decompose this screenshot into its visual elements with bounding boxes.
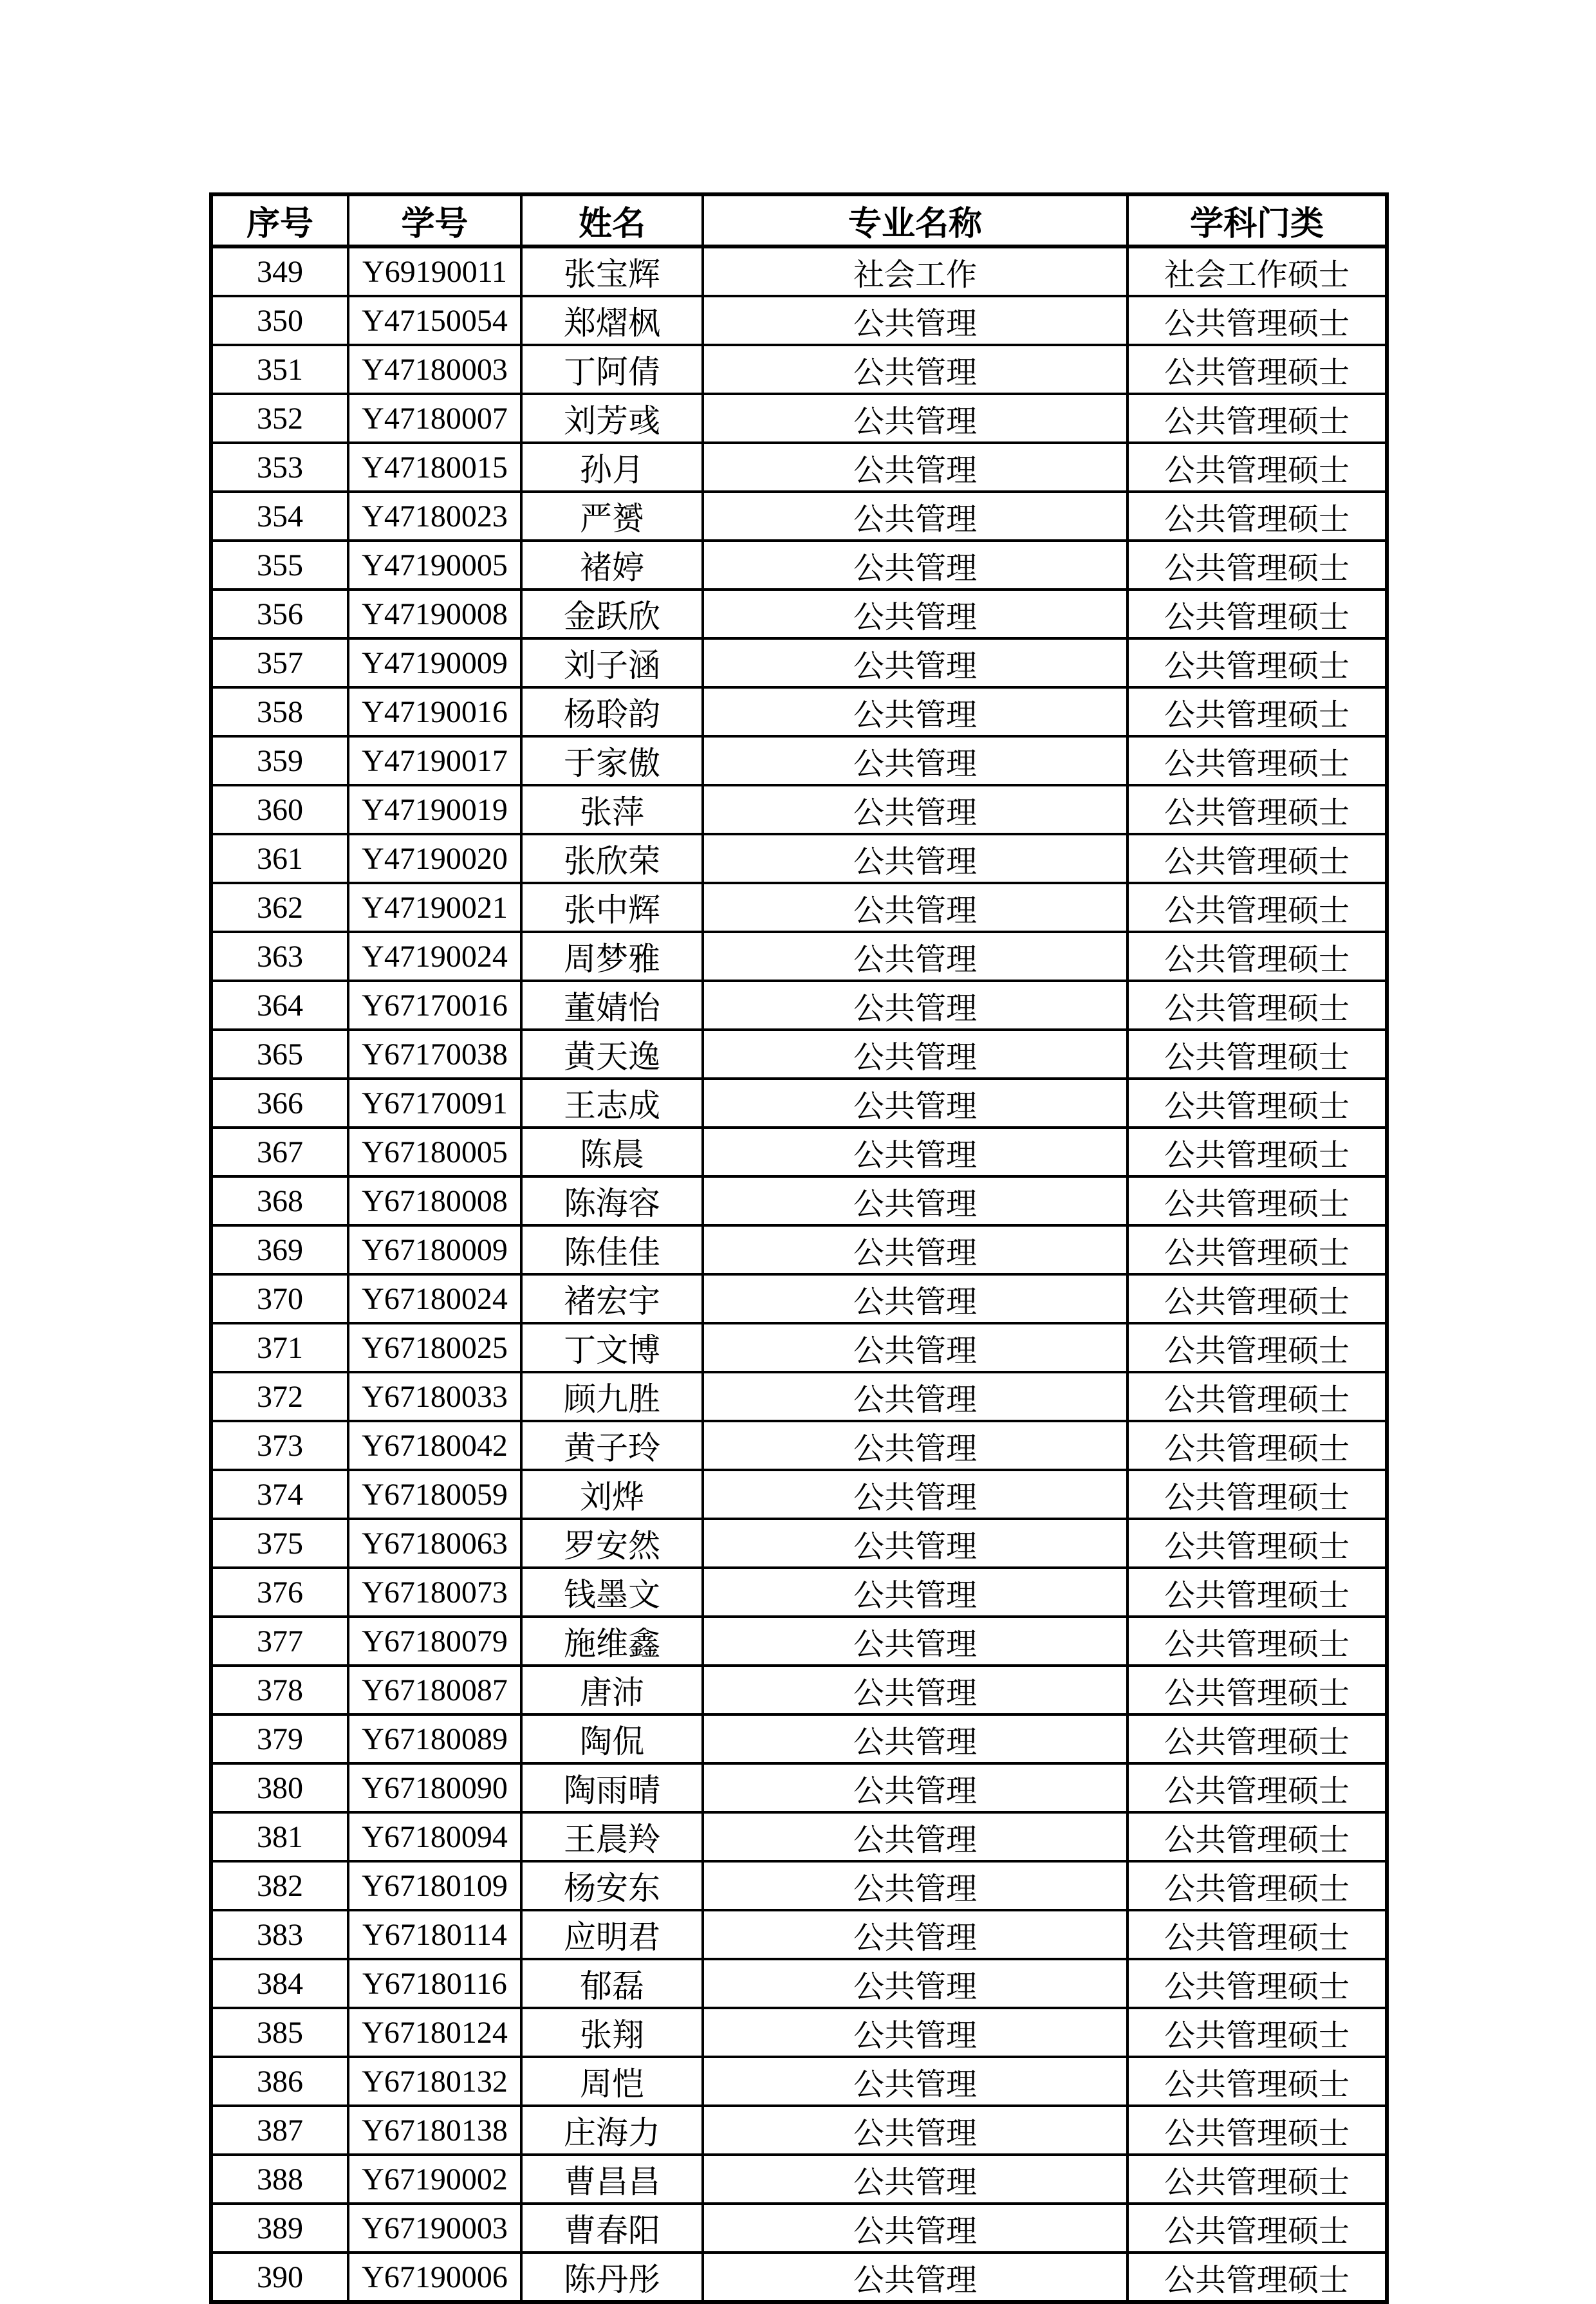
cell-discipline-category: 公共管理硕士 [1127, 1519, 1387, 1568]
cell-serial-number: 368 [211, 1176, 348, 1225]
cell-serial-number: 374 [211, 1470, 348, 1519]
cell-name: 陶侃 [521, 1714, 703, 1763]
cell-major: 公共管理 [703, 1568, 1127, 1617]
cell-student-id: Y47180015 [348, 443, 521, 492]
table-row [211, 394, 1387, 443]
cell-discipline-category: 公共管理硕士 [1127, 2155, 1387, 2204]
cell-serial-number: 361 [211, 834, 348, 883]
cell-major: 公共管理 [703, 1274, 1127, 1323]
cell-major: 公共管理 [703, 1617, 1127, 1666]
cell-student-id: Y67190006 [348, 2253, 521, 2302]
cell-student-id: Y67180025 [348, 1323, 521, 1372]
cell-serial-number: 390 [211, 2253, 348, 2302]
cell-name: 陈丹彤 [521, 2253, 703, 2302]
cell-major: 公共管理 [703, 1225, 1127, 1274]
cell-serial-number: 381 [211, 1812, 348, 1861]
cell-student-id: Y67180009 [348, 1225, 521, 1274]
cell-major: 公共管理 [703, 1323, 1127, 1372]
cell-serial-number: 352 [211, 394, 348, 443]
table-row [211, 1176, 1387, 1225]
table-row [211, 296, 1387, 345]
cell-major: 公共管理 [703, 1861, 1127, 1910]
header-row [211, 194, 1387, 246]
cell-serial-number: 386 [211, 2057, 348, 2106]
cell-discipline-category: 公共管理硕士 [1127, 1812, 1387, 1861]
cell-name: 陶雨晴 [521, 1763, 703, 1812]
table-row [211, 834, 1387, 883]
cell-major: 公共管理 [703, 1421, 1127, 1470]
cell-discipline-category: 公共管理硕士 [1127, 834, 1387, 883]
cell-student-id: Y47180023 [348, 492, 521, 541]
cell-name: 张萍 [521, 785, 703, 834]
cell-discipline-category: 公共管理硕士 [1127, 736, 1387, 785]
cell-major: 公共管理 [703, 590, 1127, 638]
cell-discipline-category: 公共管理硕士 [1127, 932, 1387, 981]
cell-name: 金跃欣 [521, 590, 703, 638]
cell-student-id: Y47190005 [348, 541, 521, 590]
cell-major: 公共管理 [703, 492, 1127, 541]
table-row [211, 981, 1387, 1030]
cell-name: 施维鑫 [521, 1617, 703, 1666]
cell-serial-number: 364 [211, 981, 348, 1030]
table-row [211, 2253, 1387, 2302]
cell-name: 唐沛 [521, 1666, 703, 1714]
table-row [211, 2204, 1387, 2253]
cell-major: 公共管理 [703, 2057, 1127, 2106]
cell-name: 褚婷 [521, 541, 703, 590]
table-row [211, 1128, 1387, 1176]
cell-serial-number: 355 [211, 541, 348, 590]
cell-student-id: Y67190003 [348, 2204, 521, 2253]
table-row [211, 1959, 1387, 2008]
cell-name: 曹昌昌 [521, 2155, 703, 2204]
cell-serial-number: 359 [211, 736, 348, 785]
cell-discipline-category: 公共管理硕士 [1127, 981, 1387, 1030]
cell-student-id: Y67180073 [348, 1568, 521, 1617]
cell-student-id: Y67190002 [348, 2155, 521, 2204]
cell-major: 公共管理 [703, 2155, 1127, 2204]
cell-name: 陈佳佳 [521, 1225, 703, 1274]
cell-name: 郑熠枫 [521, 296, 703, 345]
cell-student-id: Y67180063 [348, 1519, 521, 1568]
cell-discipline-category: 公共管理硕士 [1127, 1763, 1387, 1812]
cell-student-id: Y67180132 [348, 2057, 521, 2106]
cell-major: 公共管理 [703, 443, 1127, 492]
cell-discipline-category: 公共管理硕士 [1127, 296, 1387, 345]
cell-major: 公共管理 [703, 2204, 1127, 2253]
table-row [211, 590, 1387, 638]
student-roster-table [209, 192, 1389, 2304]
cell-student-id: Y47190021 [348, 883, 521, 932]
table-row [211, 2155, 1387, 2204]
cell-serial-number: 384 [211, 1959, 348, 2008]
cell-major: 公共管理 [703, 1079, 1127, 1128]
cell-discipline-category: 公共管理硕士 [1127, 2106, 1387, 2155]
cell-major: 公共管理 [703, 1959, 1127, 2008]
cell-discipline-category: 公共管理硕士 [1127, 2204, 1387, 2253]
cell-serial-number: 385 [211, 2008, 348, 2057]
cell-student-id: Y67180008 [348, 1176, 521, 1225]
table-row [211, 785, 1387, 834]
cell-student-id: Y67180033 [348, 1372, 521, 1421]
cell-student-id: Y67170038 [348, 1030, 521, 1079]
cell-student-id: Y47190016 [348, 687, 521, 736]
cell-serial-number: 369 [211, 1225, 348, 1274]
cell-discipline-category: 公共管理硕士 [1127, 785, 1387, 834]
cell-discipline-category: 公共管理硕士 [1127, 345, 1387, 394]
cell-major: 公共管理 [703, 883, 1127, 932]
table-row [211, 2057, 1387, 2106]
cell-discipline-category: 公共管理硕士 [1127, 1030, 1387, 1079]
cell-serial-number: 367 [211, 1128, 348, 1176]
cell-major: 公共管理 [703, 1763, 1127, 1812]
cell-name: 张欣荣 [521, 834, 703, 883]
cell-serial-number: 377 [211, 1617, 348, 1666]
table-row [211, 1861, 1387, 1910]
cell-serial-number: 351 [211, 345, 348, 394]
cell-student-id: Y67180116 [348, 1959, 521, 2008]
table-row [211, 492, 1387, 541]
cell-discipline-category: 公共管理硕士 [1127, 1128, 1387, 1176]
cell-discipline-category: 公共管理硕士 [1127, 1372, 1387, 1421]
cell-major: 公共管理 [703, 2253, 1127, 2302]
cell-name: 杨安东 [521, 1861, 703, 1910]
cell-serial-number: 357 [211, 638, 348, 687]
cell-student-id: Y47190017 [348, 736, 521, 785]
cell-student-id: Y47190009 [348, 638, 521, 687]
cell-discipline-category: 社会工作硕士 [1127, 246, 1387, 296]
cell-name: 郁磊 [521, 1959, 703, 2008]
cell-discipline-category: 公共管理硕士 [1127, 2008, 1387, 2057]
table-row [211, 1812, 1387, 1861]
table-row [211, 1323, 1387, 1372]
cell-name: 黄子玲 [521, 1421, 703, 1470]
cell-name: 严赟 [521, 492, 703, 541]
cell-major: 公共管理 [703, 1470, 1127, 1519]
cell-major: 公共管理 [703, 1714, 1127, 1763]
cell-discipline-category: 公共管理硕士 [1127, 1421, 1387, 1470]
cell-discipline-category: 公共管理硕士 [1127, 1666, 1387, 1714]
cell-student-id: Y47180007 [348, 394, 521, 443]
cell-major: 公共管理 [703, 687, 1127, 736]
cell-serial-number: 365 [211, 1030, 348, 1079]
cell-major: 公共管理 [703, 2008, 1127, 2057]
cell-major: 公共管理 [703, 1030, 1127, 1079]
cell-name: 董婧怡 [521, 981, 703, 1030]
table-row [211, 1519, 1387, 1568]
cell-student-id: Y67170091 [348, 1079, 521, 1128]
cell-name: 顾九胜 [521, 1372, 703, 1421]
table-row [211, 2106, 1387, 2155]
cell-discipline-category: 公共管理硕士 [1127, 1617, 1387, 1666]
cell-discipline-category: 公共管理硕士 [1127, 1910, 1387, 1959]
cell-major: 公共管理 [703, 834, 1127, 883]
cell-name: 刘芳彧 [521, 394, 703, 443]
cell-discipline-category: 公共管理硕士 [1127, 638, 1387, 687]
cell-student-id: Y67180079 [348, 1617, 521, 1666]
cell-major: 社会工作 [703, 246, 1127, 296]
cell-name: 褚宏宇 [521, 1274, 703, 1323]
cell-serial-number: 360 [211, 785, 348, 834]
cell-name: 杨聆韵 [521, 687, 703, 736]
cell-discipline-category: 公共管理硕士 [1127, 2253, 1387, 2302]
cell-serial-number: 362 [211, 883, 348, 932]
cell-serial-number: 349 [211, 246, 348, 296]
cell-discipline-category: 公共管理硕士 [1127, 1079, 1387, 1128]
cell-name: 钱墨文 [521, 1568, 703, 1617]
cell-major: 公共管理 [703, 541, 1127, 590]
table-row [211, 1910, 1387, 1959]
cell-discipline-category: 公共管理硕士 [1127, 2057, 1387, 2106]
cell-serial-number: 383 [211, 1910, 348, 1959]
table-row [211, 932, 1387, 981]
cell-major: 公共管理 [703, 2106, 1127, 2155]
cell-serial-number: 354 [211, 492, 348, 541]
cell-student-id: Y47190020 [348, 834, 521, 883]
table-row [211, 883, 1387, 932]
cell-major: 公共管理 [703, 296, 1127, 345]
cell-major: 公共管理 [703, 1812, 1127, 1861]
cell-name: 丁阿倩 [521, 345, 703, 394]
cell-student-id: Y67180024 [348, 1274, 521, 1323]
cell-name: 张中辉 [521, 883, 703, 932]
cell-name: 王晨羚 [521, 1812, 703, 1861]
cell-student-id: Y47190024 [348, 932, 521, 981]
cell-major: 公共管理 [703, 981, 1127, 1030]
table-row [211, 1470, 1387, 1519]
table-row [211, 1421, 1387, 1470]
table-row [211, 687, 1387, 736]
header-student-id: 学号 [348, 194, 521, 246]
cell-serial-number: 358 [211, 687, 348, 736]
cell-student-id: Y67180090 [348, 1763, 521, 1812]
table-row [211, 1666, 1387, 1714]
cell-name: 丁文博 [521, 1323, 703, 1372]
header-serial-number: 序号 [211, 194, 348, 246]
table-row [211, 1714, 1387, 1763]
table-row [211, 443, 1387, 492]
cell-discipline-category: 公共管理硕士 [1127, 1274, 1387, 1323]
cell-discipline-category: 公共管理硕士 [1127, 883, 1387, 932]
cell-student-id: Y67180124 [348, 2008, 521, 2057]
cell-major: 公共管理 [703, 785, 1127, 834]
table-row [211, 1274, 1387, 1323]
cell-name: 罗安然 [521, 1519, 703, 1568]
cell-student-id: Y67180005 [348, 1128, 521, 1176]
cell-serial-number: 373 [211, 1421, 348, 1470]
cell-discipline-category: 公共管理硕士 [1127, 541, 1387, 590]
cell-discipline-category: 公共管理硕士 [1127, 1470, 1387, 1519]
cell-name: 陈晨 [521, 1128, 703, 1176]
cell-serial-number: 382 [211, 1861, 348, 1910]
cell-discipline-category: 公共管理硕士 [1127, 1176, 1387, 1225]
cell-student-id: Y67170016 [348, 981, 521, 1030]
cell-discipline-category: 公共管理硕士 [1127, 1225, 1387, 1274]
header-major: 专业名称 [703, 194, 1127, 246]
cell-serial-number: 353 [211, 443, 348, 492]
cell-serial-number: 376 [211, 1568, 348, 1617]
table-row [211, 1568, 1387, 1617]
cell-student-id: Y67180094 [348, 1812, 521, 1861]
cell-student-id: Y47190019 [348, 785, 521, 834]
cell-discipline-category: 公共管理硕士 [1127, 492, 1387, 541]
table-row [211, 1763, 1387, 1812]
cell-name: 王志成 [521, 1079, 703, 1128]
cell-discipline-category: 公共管理硕士 [1127, 443, 1387, 492]
table-row [211, 246, 1387, 296]
cell-student-id: Y67180089 [348, 1714, 521, 1763]
cell-discipline-category: 公共管理硕士 [1127, 1714, 1387, 1763]
table-row [211, 1079, 1387, 1128]
cell-major: 公共管理 [703, 345, 1127, 394]
cell-student-id: Y67180059 [348, 1470, 521, 1519]
header-name: 姓名 [521, 194, 703, 246]
cell-major: 公共管理 [703, 736, 1127, 785]
cell-serial-number: 366 [211, 1079, 348, 1128]
header-discipline-category: 学科门类 [1127, 194, 1387, 246]
cell-serial-number: 363 [211, 932, 348, 981]
table-row [211, 638, 1387, 687]
cell-serial-number: 350 [211, 296, 348, 345]
cell-serial-number: 372 [211, 1372, 348, 1421]
cell-name: 陈海容 [521, 1176, 703, 1225]
cell-serial-number: 356 [211, 590, 348, 638]
table-row [211, 1030, 1387, 1079]
cell-serial-number: 378 [211, 1666, 348, 1714]
cell-name: 应明君 [521, 1910, 703, 1959]
cell-name: 庄海力 [521, 2106, 703, 2155]
table-row [211, 345, 1387, 394]
cell-student-id: Y67180138 [348, 2106, 521, 2155]
cell-student-id: Y47150054 [348, 296, 521, 345]
cell-name: 张宝辉 [521, 246, 703, 296]
cell-discipline-category: 公共管理硕士 [1127, 1568, 1387, 1617]
cell-major: 公共管理 [703, 1666, 1127, 1714]
cell-name: 刘烨 [521, 1470, 703, 1519]
cell-name: 于家傲 [521, 736, 703, 785]
cell-discipline-category: 公共管理硕士 [1127, 394, 1387, 443]
cell-name: 黄天逸 [521, 1030, 703, 1079]
cell-student-id: Y67180114 [348, 1910, 521, 1959]
cell-major: 公共管理 [703, 1910, 1127, 1959]
cell-student-id: Y67180087 [348, 1666, 521, 1714]
cell-major: 公共管理 [703, 1519, 1127, 1568]
cell-serial-number: 375 [211, 1519, 348, 1568]
cell-discipline-category: 公共管理硕士 [1127, 1323, 1387, 1372]
table-row [211, 1225, 1387, 1274]
cell-serial-number: 388 [211, 2155, 348, 2204]
cell-serial-number: 380 [211, 1763, 348, 1812]
cell-student-id: Y47190008 [348, 590, 521, 638]
cell-serial-number: 370 [211, 1274, 348, 1323]
table-row [211, 541, 1387, 590]
cell-serial-number: 371 [211, 1323, 348, 1372]
cell-name: 曹春阳 [521, 2204, 703, 2253]
cell-discipline-category: 公共管理硕士 [1127, 1861, 1387, 1910]
cell-serial-number: 389 [211, 2204, 348, 2253]
cell-major: 公共管理 [703, 638, 1127, 687]
cell-student-id: Y69190011 [348, 246, 521, 296]
table-body [211, 246, 1387, 2302]
cell-major: 公共管理 [703, 1128, 1127, 1176]
cell-name: 孙月 [521, 443, 703, 492]
cell-discipline-category: 公共管理硕士 [1127, 590, 1387, 638]
table-row [211, 1617, 1387, 1666]
cell-major: 公共管理 [703, 1372, 1127, 1421]
table-row [211, 1372, 1387, 1421]
cell-discipline-category: 公共管理硕士 [1127, 1959, 1387, 2008]
cell-student-id: Y67180042 [348, 1421, 521, 1470]
cell-name: 周恺 [521, 2057, 703, 2106]
cell-student-id: Y47180003 [348, 345, 521, 394]
table-row [211, 2008, 1387, 2057]
cell-name: 张翔 [521, 2008, 703, 2057]
cell-student-id: Y67180109 [348, 1861, 521, 1910]
cell-discipline-category: 公共管理硕士 [1127, 687, 1387, 736]
cell-major: 公共管理 [703, 394, 1127, 443]
cell-serial-number: 387 [211, 2106, 348, 2155]
cell-name: 刘子涵 [521, 638, 703, 687]
cell-major: 公共管理 [703, 1176, 1127, 1225]
cell-serial-number: 379 [211, 1714, 348, 1763]
cell-name: 周梦雅 [521, 932, 703, 981]
cell-major: 公共管理 [703, 932, 1127, 981]
table-row [211, 736, 1387, 785]
